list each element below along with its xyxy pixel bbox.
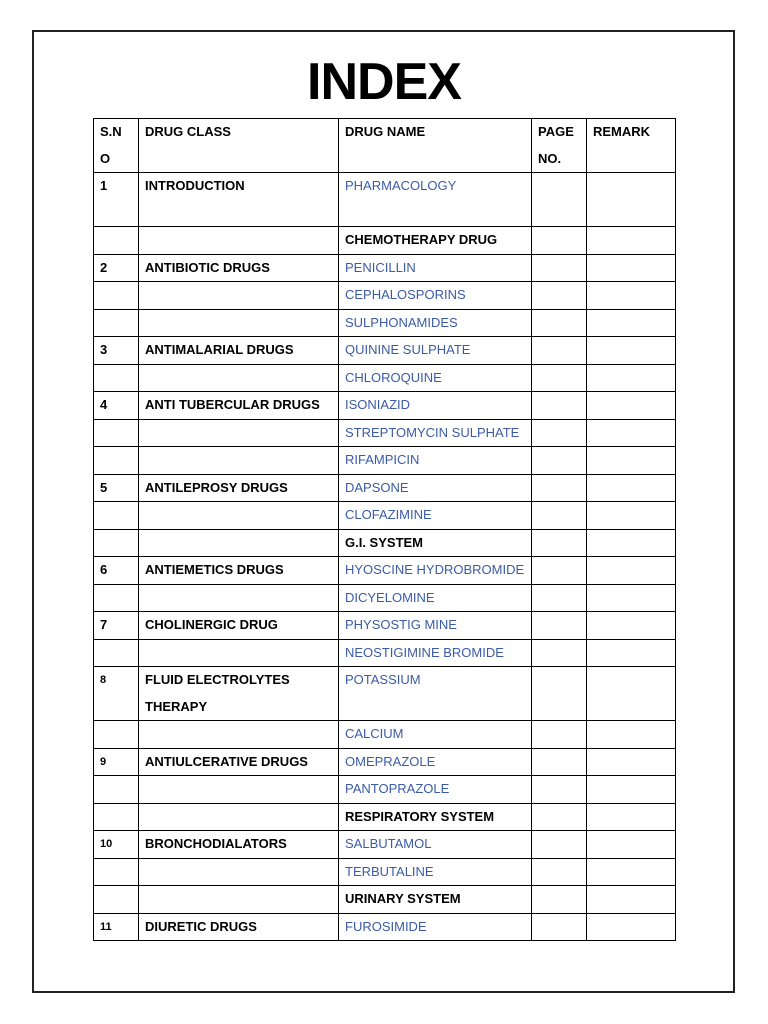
drug-class-cell (139, 282, 339, 310)
index-rows (94, 173, 676, 941)
drug-name-cell: OMEPRAZOLE (339, 748, 532, 776)
remark-cell (587, 667, 676, 721)
remark-cell (587, 612, 676, 640)
table-row (94, 721, 676, 749)
table-row (94, 748, 676, 776)
table-row (94, 803, 676, 831)
drug-class-cell (139, 803, 339, 831)
page-no-cell (532, 612, 587, 640)
drug-name-cell: HYOSCINE HYDROBROMIDE (339, 557, 532, 585)
remark-cell (587, 776, 676, 804)
drug-name-cell: DAPSONE (339, 474, 532, 502)
page-no-cell (532, 392, 587, 420)
remark-cell (587, 748, 676, 776)
serial-number-cell (94, 639, 139, 667)
serial-number-cell: 5 (94, 474, 139, 502)
table-row (94, 886, 676, 914)
remark-cell (587, 254, 676, 282)
remark-cell (587, 639, 676, 667)
drug-class-cell (139, 227, 339, 255)
header-drug-name: DRUG NAME (339, 119, 532, 173)
remark-cell (587, 803, 676, 831)
remark-cell (587, 337, 676, 365)
remark-cell (587, 419, 676, 447)
serial-number-cell (94, 803, 139, 831)
remark-cell (587, 447, 676, 475)
remark-cell (587, 584, 676, 612)
drug-class-cell (139, 721, 339, 749)
table-row (94, 612, 676, 640)
remark-cell (587, 831, 676, 859)
table-row (94, 639, 676, 667)
table-row (94, 776, 676, 804)
table-row (94, 419, 676, 447)
index-table (93, 118, 676, 941)
drug-class-cell (139, 529, 339, 557)
remark-cell (587, 227, 676, 255)
drug-class-cell (139, 858, 339, 886)
remark-cell (587, 502, 676, 530)
table-row (94, 529, 676, 557)
page-no-cell (532, 227, 587, 255)
table-row (94, 282, 676, 310)
serial-number-cell: 3 (94, 337, 139, 365)
drug-class-cell: INTRODUCTION (139, 173, 339, 227)
remark-cell (587, 557, 676, 585)
remark-cell (587, 913, 676, 941)
drug-class-cell: FLUID ELECTROLYTES THERAPY (139, 667, 339, 721)
page-no-cell (532, 474, 587, 502)
drug-class-cell (139, 886, 339, 914)
header-sno: S.N O (94, 119, 139, 173)
table-row (94, 858, 676, 886)
drug-name-cell: CALCIUM (339, 721, 532, 749)
page-no-cell (532, 557, 587, 585)
table-row (94, 831, 676, 859)
table-row (94, 337, 676, 365)
drug-class-cell: ANTILEPROSY DRUGS (139, 474, 339, 502)
remark-cell (587, 392, 676, 420)
serial-number-cell (94, 447, 139, 475)
table-row (94, 502, 676, 530)
table-row (94, 254, 676, 282)
table-row (94, 173, 676, 227)
drug-name-cell: PENICILLIN (339, 254, 532, 282)
drug-class-cell: ANTIEMETICS DRUGS (139, 557, 339, 585)
remark-cell (587, 364, 676, 392)
page-no-cell (532, 639, 587, 667)
page-no-cell (532, 282, 587, 310)
drug-class-cell: ANTI TUBERCULAR DRUGS (139, 392, 339, 420)
serial-number-cell (94, 364, 139, 392)
table-row (94, 913, 676, 941)
serial-number-cell: 9 (94, 748, 139, 776)
page-no-cell (532, 337, 587, 365)
page-no-cell (532, 502, 587, 530)
drug-name-cell: CEPHALOSPORINS (339, 282, 532, 310)
serial-number-cell (94, 309, 139, 337)
remark-cell (587, 858, 676, 886)
drug-class-cell (139, 502, 339, 530)
header-drug-class: DRUG CLASS (139, 119, 339, 173)
remark-cell (587, 529, 676, 557)
page-no-cell (532, 173, 587, 227)
drug-name-cell: STREPTOMYCIN SULPHATE (339, 419, 532, 447)
drug-name-cell: SALBUTAMOL (339, 831, 532, 859)
drug-class-cell: CHOLINERGIC DRUG (139, 612, 339, 640)
drug-class-cell (139, 309, 339, 337)
drug-class-cell (139, 419, 339, 447)
page-no-cell (532, 721, 587, 749)
page-no-cell (532, 364, 587, 392)
serial-number-cell: 4 (94, 392, 139, 420)
serial-number-cell (94, 419, 139, 447)
table-row (94, 584, 676, 612)
drug-class-cell: ANTIULCERATIVE DRUGS (139, 748, 339, 776)
header-page-no: PAGE NO. (532, 119, 587, 173)
table-row (94, 309, 676, 337)
page-no-cell (532, 254, 587, 282)
header-remark: REMARK (587, 119, 676, 173)
page-no-cell (532, 667, 587, 721)
remark-cell (587, 282, 676, 310)
page-no-cell (532, 776, 587, 804)
drug-name-cell: PHYSOSTIG MINE (339, 612, 532, 640)
serial-number-cell: 6 (94, 557, 139, 585)
page-no-cell (532, 419, 587, 447)
table-row (94, 392, 676, 420)
section-heading-cell: G.I. SYSTEM (339, 529, 532, 557)
drug-name-cell: QUININE SULPHATE (339, 337, 532, 365)
page-no-cell (532, 309, 587, 337)
serial-number-cell: 11 (94, 913, 139, 941)
section-heading-cell: RESPIRATORY SYSTEM (339, 803, 532, 831)
serial-number-cell (94, 886, 139, 914)
header-row (94, 119, 676, 173)
drug-class-cell (139, 584, 339, 612)
drug-name-cell: CLOFAZIMINE (339, 502, 532, 530)
remark-cell (587, 474, 676, 502)
table-row (94, 667, 676, 721)
page-no-cell (532, 447, 587, 475)
page-no-cell (532, 529, 587, 557)
serial-number-cell (94, 282, 139, 310)
drug-name-cell: POTASSIUM (339, 667, 532, 721)
serial-number-cell (94, 858, 139, 886)
serial-number-cell: 8 (94, 667, 139, 721)
section-heading-cell: CHEMOTHERAPY DRUG (339, 227, 532, 255)
drug-class-cell (139, 447, 339, 475)
serial-number-cell (94, 502, 139, 530)
drug-class-cell (139, 364, 339, 392)
table-row (94, 557, 676, 585)
serial-number-cell: 1 (94, 173, 139, 227)
remark-cell (587, 173, 676, 227)
drug-name-cell: NEOSTIGIMINE BROMIDE (339, 639, 532, 667)
drug-name-cell: FUROSIMIDE (339, 913, 532, 941)
table-row (94, 447, 676, 475)
serial-number-cell: 2 (94, 254, 139, 282)
page-no-cell (532, 803, 587, 831)
drug-name-cell: CHLOROQUINE (339, 364, 532, 392)
drug-name-cell: PANTOPRAZOLE (339, 776, 532, 804)
drug-name-cell: DICYELOMINE (339, 584, 532, 612)
page-no-cell (532, 913, 587, 941)
drug-name-cell: SULPHONAMIDES (339, 309, 532, 337)
drug-name-cell: TERBUTALINE (339, 858, 532, 886)
remark-cell (587, 721, 676, 749)
serial-number-cell: 7 (94, 612, 139, 640)
drug-class-cell (139, 776, 339, 804)
serial-number-cell: 10 (94, 831, 139, 859)
page-no-cell (532, 584, 587, 612)
table-row (94, 474, 676, 502)
page-no-cell (532, 748, 587, 776)
remark-cell (587, 309, 676, 337)
drug-name-cell: ISONIAZID (339, 392, 532, 420)
drug-class-cell: DIURETIC DRUGS (139, 913, 339, 941)
page-no-cell (532, 831, 587, 859)
serial-number-cell (94, 721, 139, 749)
serial-number-cell (94, 776, 139, 804)
drug-name-cell: PHARMACOLOGY (339, 173, 532, 227)
table-row (94, 364, 676, 392)
remark-cell (587, 886, 676, 914)
page-no-cell (532, 886, 587, 914)
page-title: INDEX (307, 53, 461, 111)
drug-class-cell: ANTIBIOTIC DRUGS (139, 254, 339, 282)
table-row (94, 227, 676, 255)
serial-number-cell (94, 584, 139, 612)
serial-number-cell (94, 529, 139, 557)
drug-class-cell (139, 639, 339, 667)
page-no-cell (532, 858, 587, 886)
drug-name-cell: RIFAMPICIN (339, 447, 532, 475)
serial-number-cell (94, 227, 139, 255)
drug-class-cell: BRONCHODIALATORS (139, 831, 339, 859)
section-heading-cell: URINARY SYSTEM (339, 886, 532, 914)
drug-class-cell: ANTIMALARIAL DRUGS (139, 337, 339, 365)
